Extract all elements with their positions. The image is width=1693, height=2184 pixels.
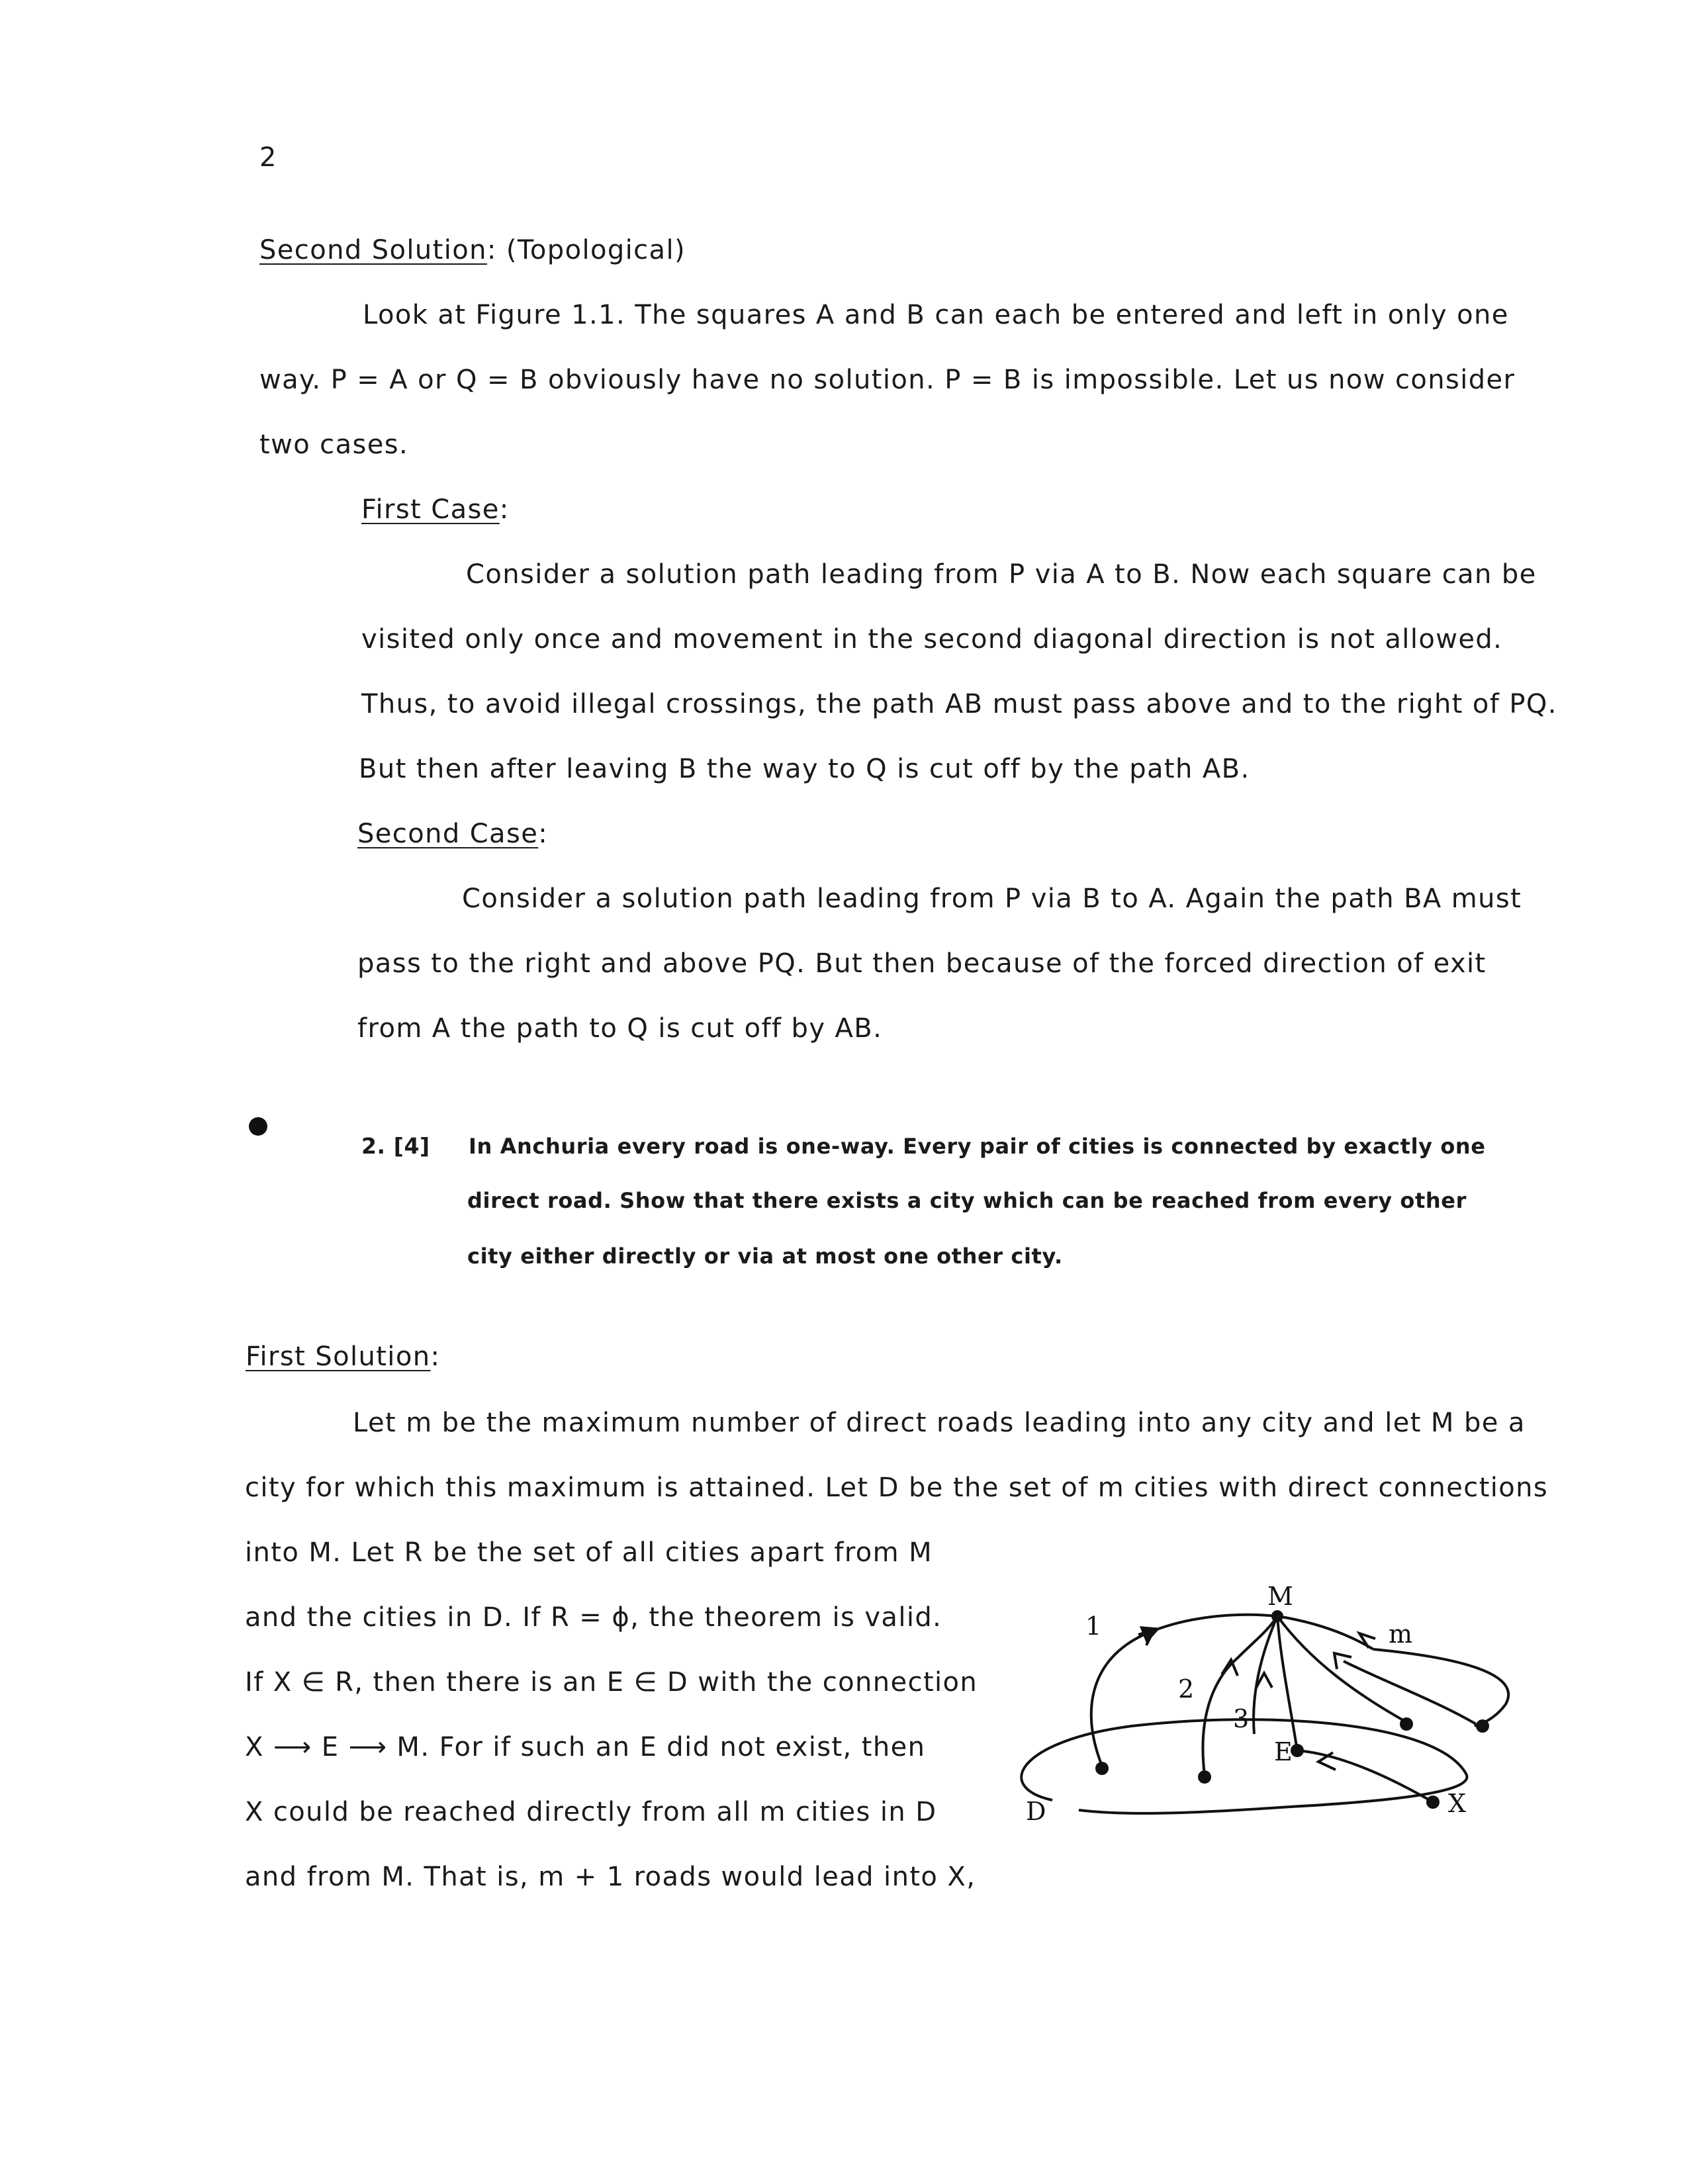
paragraph-line: X ⟶ E ⟶ M. For if such an E did not exist, then: [245, 1732, 926, 1762]
city-dot: [1400, 1717, 1413, 1731]
first-case-heading: First Case: [361, 494, 500, 525]
first-case-heading-line: [361, 493, 510, 526]
label-x: X: [1448, 1789, 1467, 1818]
city-dot: [1271, 1610, 1283, 1622]
second-solution-heading: Second Solution: [259, 235, 487, 265]
city-dot: [1426, 1796, 1440, 1809]
paragraph-line: pass to the right and above PQ. But then because of the forced direction of exit: [357, 948, 1487, 979]
paragraph-line: Thus, to avoid illegal crossings, the path AB must pass above and to the right of PQ.: [361, 689, 1557, 719]
first-case-heading-suffix: :: [499, 494, 510, 525]
edge-m-right: [1277, 1616, 1406, 1722]
paragraph-line: visited only once and movement in the second diagonal direction is not allowed.: [361, 624, 1503, 655]
label-3: 3: [1233, 1704, 1250, 1733]
paragraph-line: and the cities in D. If R = ϕ, the theorem is valid.: [245, 1602, 942, 1633]
label-m-city: M: [1267, 1582, 1293, 1611]
paragraph-line: X could be reached directly from all m cities in D: [245, 1797, 937, 1827]
paragraph-line: into M. Let R be the set of all cities apart from M: [245, 1537, 933, 1568]
paragraph-line: way. P = A or Q = B obviously have no solution. P = B is impossible. Let us now consider: [259, 365, 1516, 395]
arrowhead: [1359, 1633, 1375, 1648]
problem-line: direct road. Show that there exists a city which can be reached from every other: [467, 1188, 1467, 1213]
second-case-heading-suffix: :: [538, 819, 549, 849]
problem-line: In Anchuria every road is one-way. Every pair of cities is connected by exactly one: [469, 1134, 1486, 1159]
set-d-boundary: [1021, 1719, 1467, 1813]
first-solution-heading-suffix: :: [430, 1342, 441, 1372]
label-2: 2: [1178, 1674, 1195, 1704]
second-case-heading-line: [357, 817, 548, 850]
paragraph-line: If X ∈ R, then there is an E ∈ D with the connection: [245, 1667, 978, 1698]
label-e: E: [1274, 1737, 1293, 1766]
paragraph-line: Consider a solution path leading from P via A to B. Now each square can be: [466, 559, 1537, 590]
edge-2: [1203, 1616, 1277, 1775]
paragraph-line: But then after leaving B the way to Q is cut off by the path AB.: [359, 754, 1250, 784]
city-dot: [1095, 1762, 1109, 1775]
city-dot: [1291, 1744, 1304, 1757]
second-case-heading: Second Case: [357, 819, 539, 849]
bullet-dot: [249, 1117, 267, 1136]
second-solution-heading-suffix: : (Topological): [486, 235, 686, 265]
problem-number: 2. [4]: [361, 1133, 430, 1159]
paragraph-line: and from M. That is, m + 1 roads would lead into X,: [245, 1862, 976, 1892]
paragraph-line: Look at Figure 1.1. The squares A and B can each be entered and left in only one: [363, 300, 1509, 330]
arrowhead: [1334, 1653, 1351, 1669]
label-1: 1: [1085, 1612, 1102, 1641]
city-dot: [1476, 1719, 1489, 1733]
label-m-count: m: [1389, 1619, 1413, 1649]
page-number: 2: [259, 142, 277, 173]
edge-x-e: [1297, 1751, 1430, 1800]
paragraph-line: Consider a solution path leading from P via B to A. Again the path BA must: [462, 884, 1522, 914]
tournament-figure: [1013, 1575, 1542, 1840]
paragraph-line: from A the path to Q is cut off by AB.: [357, 1013, 883, 1044]
paragraph-line: Let m be the maximum number of direct roads leading into any city and let M be a: [353, 1408, 1526, 1438]
second-solution-heading-line: [259, 234, 686, 267]
label-d: D: [1026, 1797, 1046, 1826]
first-solution-heading-line: [246, 1340, 440, 1373]
problem-line: city either directly or via at most one other city.: [467, 1244, 1063, 1269]
edge-far: [1344, 1661, 1476, 1724]
city-dot: [1198, 1770, 1211, 1784]
paragraph-line: city for which this maximum is attained. Let D be the set of m cities with direct connections: [245, 1473, 1549, 1503]
first-solution-heading: First Solution: [246, 1342, 431, 1372]
paragraph-line: two cases.: [259, 430, 409, 460]
